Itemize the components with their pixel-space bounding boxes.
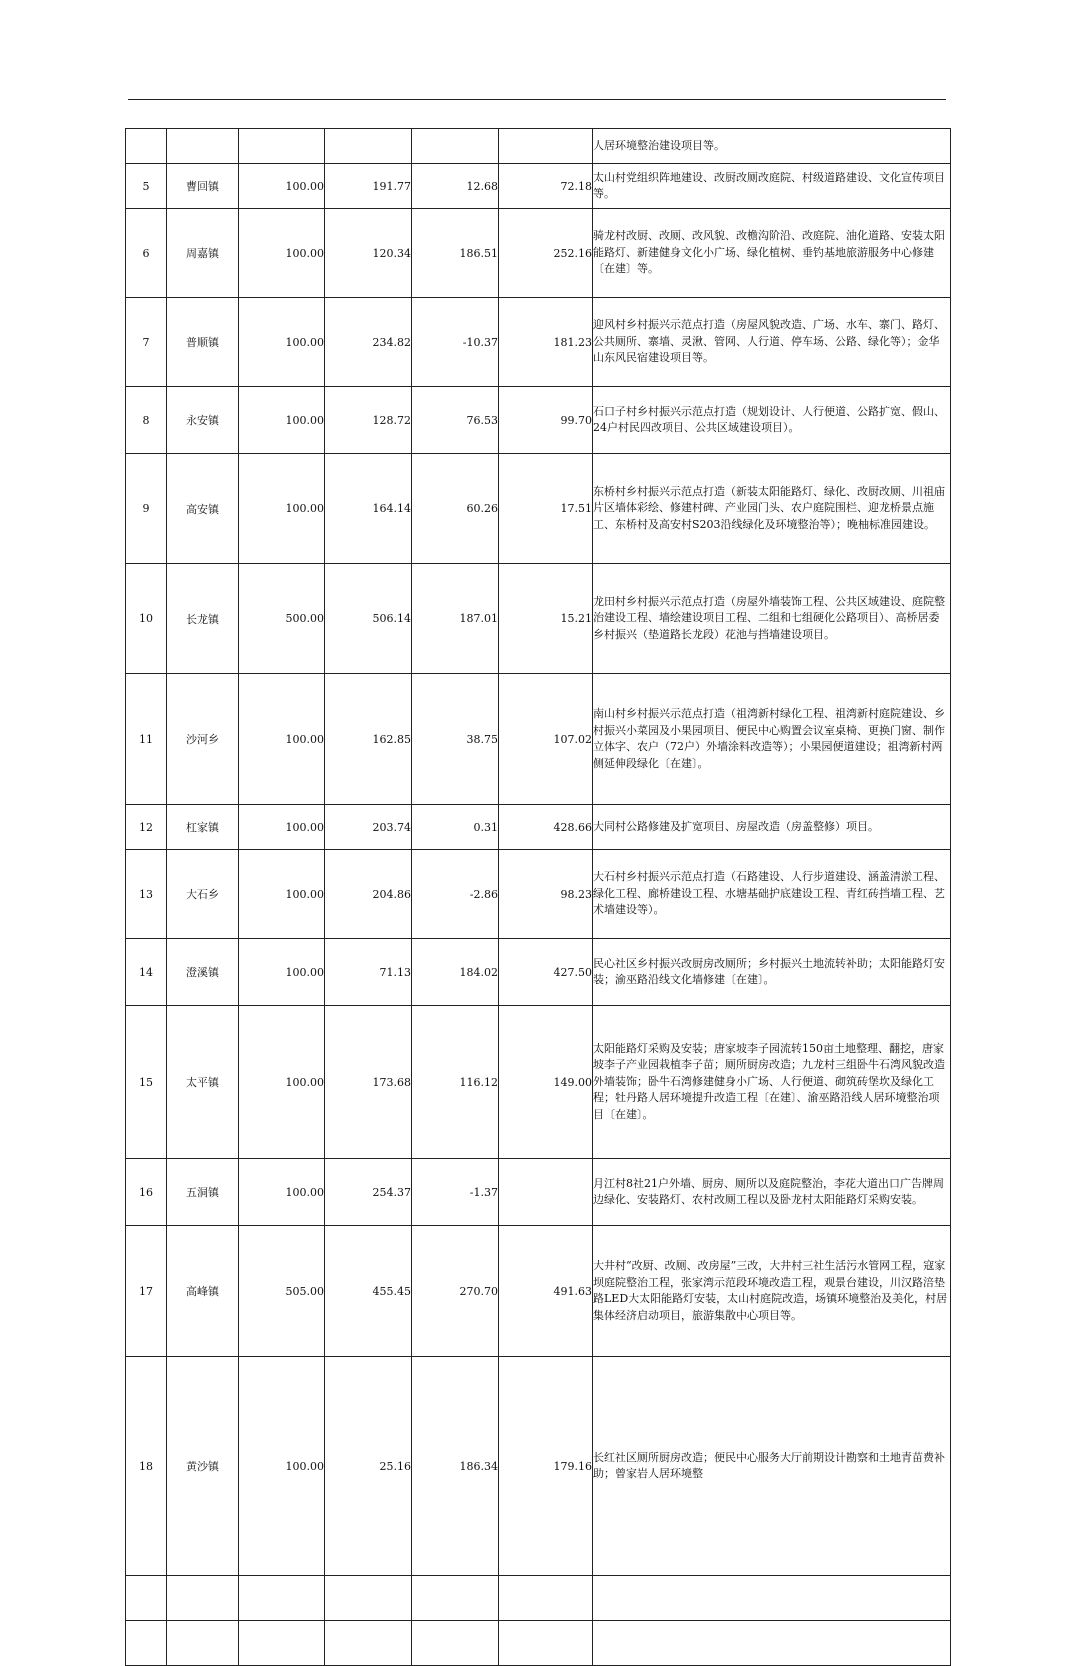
cell-desc: 太山村党组织阵地建设、改厨改厕改庭院、村级道路建设、文化宣传项目等。 [593,164,951,209]
budget-table [125,128,951,1666]
cell-town: 大石乡 [167,850,239,939]
cell-a [239,1621,325,1666]
cell-d: 252.16 [499,209,593,298]
cell-desc: 石口子村乡村振兴示范点打造（规划设计、人行便道、公路扩宽、假山、24户村民四改项目、公共区域建设项目）。 [593,387,951,454]
cell-town: 永安镇 [167,387,239,454]
cell-b: 120.34 [325,209,412,298]
cell-b: 254.37 [325,1159,412,1226]
cell-c: 116.12 [412,1006,499,1159]
cell-no: 5 [126,164,167,209]
cell-no [126,129,167,164]
cell-c: 12.68 [412,164,499,209]
cell-a: 100.00 [239,1006,325,1159]
table-row [126,850,951,939]
cell-c: 187.01 [412,564,499,674]
cell-c [412,1621,499,1666]
cell-no: 8 [126,387,167,454]
cell-d [499,129,593,164]
cell-town: 普顺镇 [167,298,239,387]
cell-a: 100.00 [239,674,325,805]
cell-d: 149.00 [499,1006,593,1159]
cell-b: 204.86 [325,850,412,939]
cell-a: 100.00 [239,298,325,387]
cell-desc: 人居环境整治建设项目等。 [593,129,951,164]
table-row [126,674,951,805]
cell-a: 100.00 [239,1159,325,1226]
cell-desc [593,1576,951,1621]
cell-b: 128.72 [325,387,412,454]
cell-c: 186.51 [412,209,499,298]
cell-town: 长龙镇 [167,564,239,674]
cell-c: -10.37 [412,298,499,387]
cell-no [126,1576,167,1621]
cell-c [412,1576,499,1621]
cell-b: 162.85 [325,674,412,805]
table-body [126,129,951,1666]
cell-town: 五洞镇 [167,1159,239,1226]
cell-no [126,1621,167,1666]
table-row [126,1621,951,1666]
cell-town: 周嘉镇 [167,209,239,298]
table-row [126,564,951,674]
cell-c: 184.02 [412,939,499,1006]
cell-no: 18 [126,1357,167,1576]
cell-c: 186.34 [412,1357,499,1576]
cell-a: 100.00 [239,209,325,298]
cell-d: 491.63 [499,1226,593,1357]
cell-town: 沙河乡 [167,674,239,805]
cell-c [412,129,499,164]
cell-town [167,129,239,164]
cell-c: 38.75 [412,674,499,805]
cell-no: 9 [126,454,167,564]
cell-town: 澄溪镇 [167,939,239,1006]
cell-d: 98.23 [499,850,593,939]
cell-no: 15 [126,1006,167,1159]
cell-a: 100.00 [239,939,325,1006]
cell-desc: 太阳能路灯采购及安装；唐家坡李子园流转150亩土地整理、翻挖，唐家坡李子产业园栽植李子苗；厕所厨房改造；九龙村三组卧牛石湾风貌改造外墙装饰；卧牛石湾修建健身小广场、人行便道、砌筑砖堡坎及绿化工程；牡丹路人居环境提升改造工程〔在建〕、渝巫路沿线人居环境整治项目〔在建〕。 [593,1006,951,1159]
cell-d: 179.16 [499,1357,593,1576]
cell-b: 203.74 [325,805,412,850]
cell-no: 6 [126,209,167,298]
cell-a [239,129,325,164]
cell-b [325,1621,412,1666]
table-row [126,805,951,850]
table-row [126,387,951,454]
cell-a: 100.00 [239,850,325,939]
cell-b: 506.14 [325,564,412,674]
cell-c: 60.26 [412,454,499,564]
cell-d: 99.70 [499,387,593,454]
cell-desc: 骑龙村改厨、改厕、改风貌、改檐沟阶沿、改庭院、油化道路、安装太阳能路灯、新建健身文化小广场、绿化植树、垂钓基地旅游服务中心修建〔在建〕等。 [593,209,951,298]
cell-b: 164.14 [325,454,412,564]
cell-desc: 月江村8社21户外墙、厨房、厕所以及庭院整治，李花大道出口广告牌周边绿化、安装路灯、农村改厕工程以及卧龙村太阳能路灯采购安装。 [593,1159,951,1226]
cell-no: 7 [126,298,167,387]
cell-no: 11 [126,674,167,805]
cell-a: 100.00 [239,387,325,454]
cell-c: 0.31 [412,805,499,850]
cell-desc: 龙田村乡村振兴示范点打造（房屋外墙装饰工程、公共区域建设、庭院整治建设工程、墙绘建设项目工程、二组和七组硬化公路项目）、高桥居委乡村振兴（垫道路长龙段）花池与挡墙建设项目。 [593,564,951,674]
cell-b: 25.16 [325,1357,412,1576]
cell-d: 427.50 [499,939,593,1006]
cell-no: 17 [126,1226,167,1357]
cell-d: 72.18 [499,164,593,209]
cell-town: 曹回镇 [167,164,239,209]
cell-desc: 南山村乡村振兴示范点打造（祖湾新村绿化工程、祖湾新村庭院建设、乡村振兴小菜园及小果园项目、便民中心购置会议室桌椅、更换门窗、制作立体字、农户（72户）外墙涂料改造等）；小果园便道建设；祖湾新村两侧延伸段绿化〔在建〕。 [593,674,951,805]
cell-desc: 东桥村乡村振兴示范点打造（新装太阳能路灯、绿化、改厨改厕、川祖庙片区墙体彩绘、修建村碑、产业园门头、农户庭院围栏、迎龙桥景点施工、东桥村及高安村S203沿线绿化及环境整治等）；晚柚标准园建设。 [593,454,951,564]
cell-no: 13 [126,850,167,939]
cell-d: 15.21 [499,564,593,674]
cell-a: 100.00 [239,805,325,850]
table-row [126,1159,951,1226]
header-rule [128,99,946,100]
table-row [126,129,951,164]
cell-a: 100.00 [239,1357,325,1576]
cell-a: 100.00 [239,164,325,209]
cell-a: 500.00 [239,564,325,674]
cell-c: -1.37 [412,1159,499,1226]
cell-town: 黄沙镇 [167,1357,239,1576]
cell-b: 455.45 [325,1226,412,1357]
cell-d [499,1576,593,1621]
cell-b [325,129,412,164]
cell-town: 高安镇 [167,454,239,564]
cell-desc: 迎风村乡村振兴示范点打造（房屋风貌改造、广场、水车、寨门、路灯、公共厕所、寨墙、灵湫、管网、人行道、停车场、公路、绿化等）；金华山东风民宿建设项目等。 [593,298,951,387]
cell-town: 高峰镇 [167,1226,239,1357]
cell-d [499,1159,593,1226]
cell-town [167,1621,239,1666]
cell-d: 17.51 [499,454,593,564]
cell-a: 505.00 [239,1226,325,1357]
table-row [126,1006,951,1159]
cell-c: 270.70 [412,1226,499,1357]
cell-town [167,1576,239,1621]
cell-d: 107.02 [499,674,593,805]
cell-b: 234.82 [325,298,412,387]
cell-desc: 民心社区乡村振兴改厨房改厕所；乡村振兴土地流转补助；太阳能路灯安装；渝巫路沿线文化墙修建〔在建〕。 [593,939,951,1006]
table-row [126,164,951,209]
cell-d: 181.23 [499,298,593,387]
cell-no: 12 [126,805,167,850]
cell-c: 76.53 [412,387,499,454]
cell-town: 杠家镇 [167,805,239,850]
cell-desc: 大石村乡村振兴示范点打造（石路建设、人行步道建设、涵盖清淤工程、绿化工程、廊桥建设工程、水塘基础护底建设工程、青红砖挡墙工程、艺术墙建设等）。 [593,850,951,939]
cell-desc: 大井村“改厨、改厕、改房屋”三改，大井村三社生活污水管网工程，寇家坝庭院整治工程，张家湾示范段环境改造工程，观景台建设，川汉路涪垫路LED大太阳能路灯安装，太山村庭院改造，场镇环境整治及美化，村居集体经济启动项目，旅游集散中心项目等。 [593,1226,951,1357]
cell-desc: 长红社区厕所厨房改造；便民中心服务大厅前期设计勘察和土地青苗费补助；曾家岩人居环境整 [593,1357,951,1576]
cell-a [239,1576,325,1621]
cell-desc [593,1621,951,1666]
table-row [126,1226,951,1357]
table-row [126,454,951,564]
cell-c: -2.86 [412,850,499,939]
cell-no: 14 [126,939,167,1006]
cell-no: 10 [126,564,167,674]
table-row [126,298,951,387]
cell-no: 16 [126,1159,167,1226]
cell-b: 191.77 [325,164,412,209]
table-row [126,939,951,1006]
cell-town: 太平镇 [167,1006,239,1159]
cell-b [325,1576,412,1621]
table-row [126,1357,951,1576]
cell-b: 173.68 [325,1006,412,1159]
table-row [126,1576,951,1621]
cell-d [499,1621,593,1666]
cell-d: 428.66 [499,805,593,850]
cell-desc: 大同村公路修建及扩宽项目、房屋改造（房盖整修）项目。 [593,805,951,850]
cell-b: 71.13 [325,939,412,1006]
cell-a: 100.00 [239,454,325,564]
table-row [126,209,951,298]
